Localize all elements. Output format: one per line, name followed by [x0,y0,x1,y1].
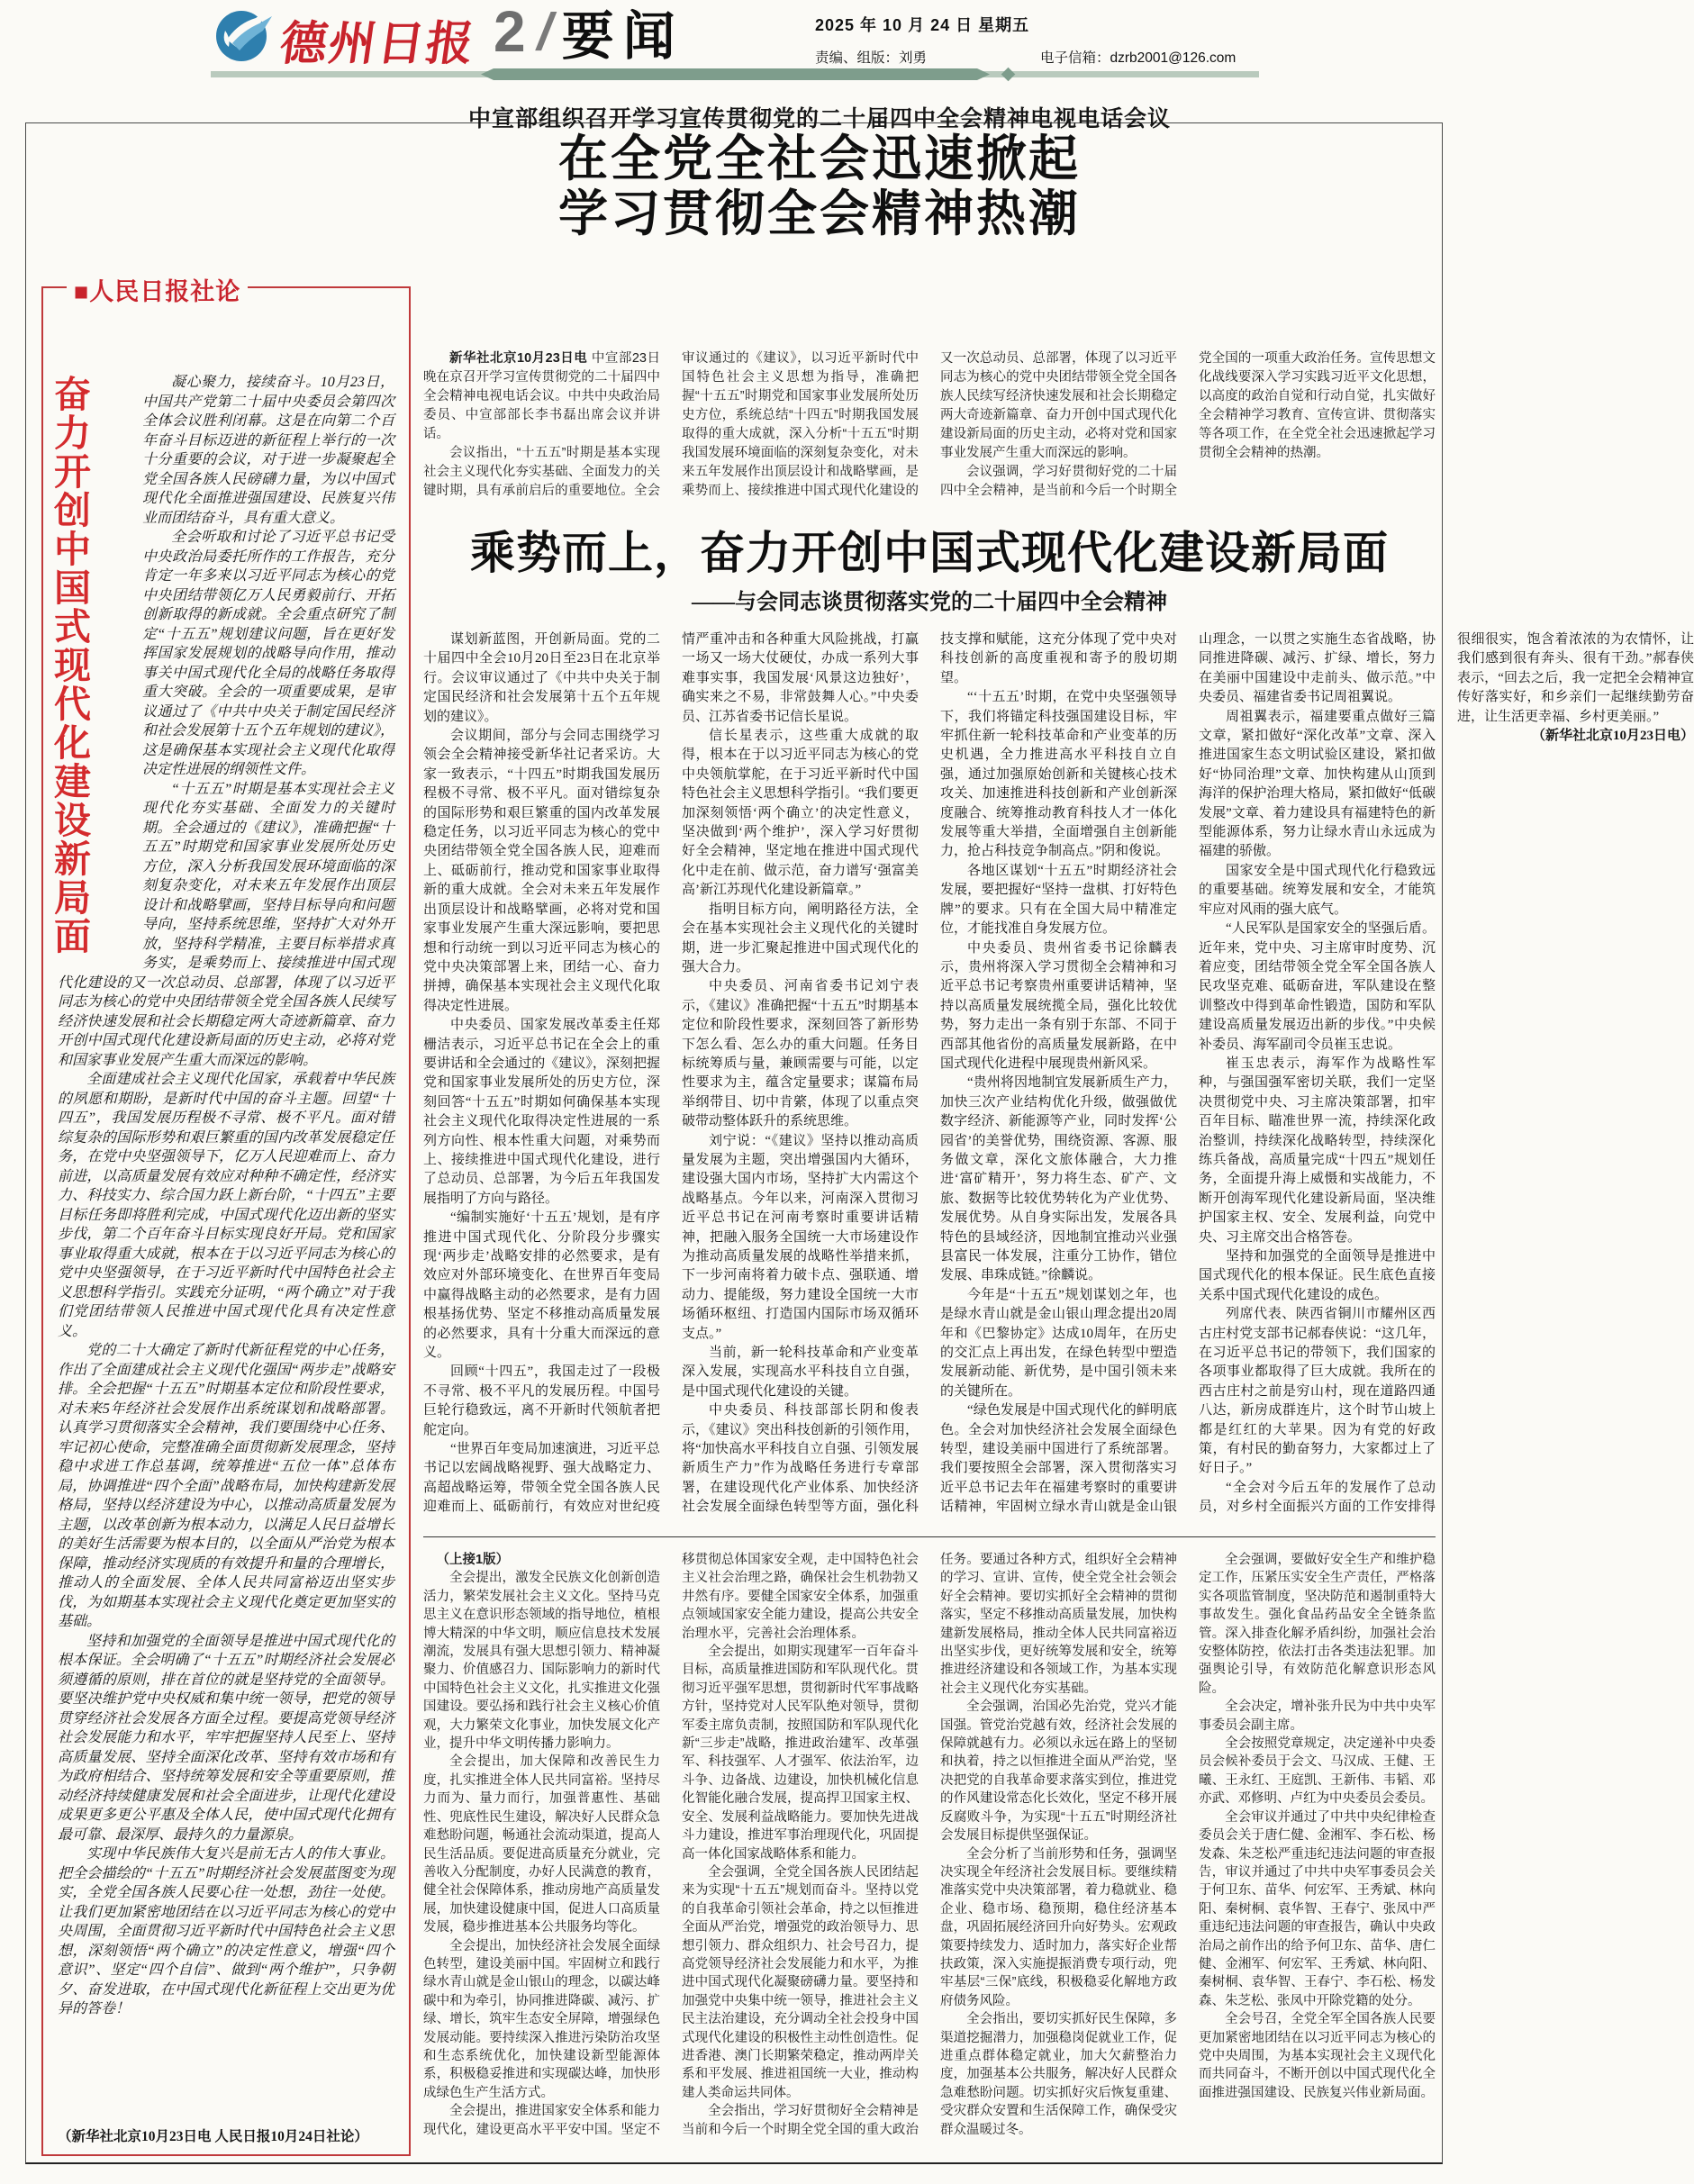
decorative-band [211,68,1259,80]
paragraph: 刘宁说：“《建议》坚持以推动高质量发展为主题，突出增强国内大循环，建设强大国内市场，坚持扩大内需这个战略基点。今年以来，河南深入贯彻习近平总书记在河南考察时重要讲话精神，把融入服务全国统一大市场建设作为推动高质量发展的战略性举措来抓，下一步河南将着力破卡点、强联通、增动力、提能级，努力建设全国统一大市场循环枢纽、打造国内国际市场双循环支点。” [682,1133,919,1341]
editorial-vertical-title: 奋力开创中国式现代化建设新局面 [49,375,90,956]
paragraph: 会议期间，部分与会同志围绕学习领会全会精神接受新华社记者采访。大家一致表示，“十四五”时期我国发展历程极不寻常、极不平凡。面对错综复杂的国际形势和艰巨繁重的国内改革发展稳定任务，以习近平同志为核心的党中央团结带领全党全国各族人民，迎难而上、砥砺前行，推动党和国家事业取得新的重大成就。全会对未来五年发展作出顶层设计和战略擘画，必将对党和国家事业发展产生重大深远影响，要把思想和行动统一到以习近平同志为核心的党中央决策部署上来，团结一心、奋力拼搏，确保基本实现社会主义现代化取得决定性进展。 [423,729,660,1013]
paragraph: 全会提出，加快经济社会发展全面绿色转型，建设美丽中国。牢固树立和践行绿水青山就是金山银山的理念，以碳达峰碳中和为牵引，协同推进降碳、减污、扩绿、增长，筑牢生态安全屏障，增强绿色发展动能。要持续深入推进污染防治攻坚和生态系统优化，加快建设新型能源体系，积极稳妥推进和实现碳达峰，加快形成绿色生产生活方式。 [423,1938,660,2100]
paragraph: 全会指出，要切实抓好民生保障，多渠道挖掘潜力，加强稳岗促就业工作，促进重点群体稳定就业，加大欠薪整治力度，加强基本公共服务，解决好人民群众急难愁盼问题。切实抓好灾后恢复重建、受灾群众安置和生活保障工作，确保受灾群众温暖过冬。 [940,2012,1177,2137]
band-dark-ribbon [481,68,990,80]
paragraph: “绿色发展是中国式现代化的鲜明底色。全会对加快经济社会发展全面绿色转型，建设美丽中国进行了系统部署。我们要按照全会部署，深入贯彻落实习近平总书记去年在福建考察时的重要讲话精神，牢固树立绿水青山就是金山银山理念，一以贯之实施生态省战略，协同推进降碳、减污、扩绿、增长，努力在美丽中国建设中走前头、做示范。”中央委员、福建省委书记周祖翼说。 [940,632,1436,1515]
masthead-info [815,13,1283,67]
editor-line: 责编、组版：刘勇 [815,50,928,66]
paragraph: 全会审议并通过了中共中央纪律检查委员会关于唐仁健、金湘军、李石松、杨发森、朱芝松严重违纪违法问题的审查报告，审议并通过了中共中央军事委员会关于何卫东、苗华、何宏军、王秀斌、林向阳、秦树桐、袁华智、王春宁、张凤中严重违纪违法问题的审查报告，确认中央政治局之前作出的给予何卫东、苗华、唐仁健、金湘军、何宏军、王秀斌、林向阳、秦树桐、袁华智、王春宁、李石松、杨发森、朱芝松、张凤中开除党籍的处分。 [1199,1809,1436,2008]
paragraph: 崔玉忠表示，海军作为战略性军种，与强国强军密切关联，我们一定坚决贯彻党中央、习主席决策部署，扣牢百年目标、瞄准世界一流，持续深化政治整训，持续深化战略转型，持续深化练兵备战，高质量完成“十四五”规划任务，全面提升海上威慑和实战能力，不断开创海军现代化建设新局面，坚决维护国家主权、安全、发展利益，向党中央、习主席交出合格答卷。 [1199,1056,1436,1245]
article1-headline-line2: 学习贯彻全会精神热潮 [557,185,1081,241]
paragraph: 中央委员、贵州省委书记徐麟表示，贵州将深入学习贯彻全会精神和习近平总书记考察贵州重要讲话精神，坚持以高质量发展统揽全局，强化比较优势，努力走出一条有别于东部、不同于西部其他省份的高质量发展新路，在中国式现代化进程中展现贵州新风采。 [940,940,1177,1071]
paragraph: “贵州将因地制宜发展新质生产力，加快三次产业结构优化升级，做强做优数字经济、新能源等产业，同时发挥‘公园省’的美誉优势，围绕资源、客源、服务做文章，深化文旅体融合，大力推进‘富矿精开’，努力将生态、矿产、文旅、数据等比较优势转化为产业优势、发展优势。从自身实际出发，发展各具特色的县域经济，因地制宜推动兴业强县富民一体发展，注重分工协作，错位发展、串珠成链。”徐麟说。 [940,1075,1177,1283]
paragraph: 会议指出，“十五五”时期是基本实现社会主义现代化夯实基础、全面发力的关键时期，具有承前启后的重要地位。全会审议通过的《建议》，以习近平新时代中国特色社会主义思想为指导，准确把握“十五五”时期党和国家事业发展所处历史方位，系统总结“十四五”时期我国发展取得的重大成就，深入分析“十五五”时期我国发展环境面临的深刻复杂变化，对未来五年发展作出顶层设计和战略擘画，是乘势而上、接续推进中国式现代化建设的又一次总动员、总部署，体现了以习近平同志为核心的党中央团结带领全党全国各族人民续写经济快速发展和社会长期稳定两大奇迹新篇章、奋力开创中国式现代化建设新局面的历史主动，必将对党和国家事业发展产生重大而深远的影响。 [423,351,1177,498]
paragraph: 会议强调，学习好贯彻好党的二十届四中全会精神，是当前和今后一个时期全党全国的一项重大政治任务。宣传思想文化战线要深入学习实践习近平文化思想，以高度的政治自觉和行动自觉，扎实做好全会精神学习教育、宣传宣讲、贯彻落实等各项工作，在全党全社会迅速掀起学习贯彻全会精神的热潮。 [940,351,1436,498]
continuation-lead: （上接1版） [436,1553,510,1567]
paragraph: 全会决定，增补张升民为中共中央军事委员会副主席。 [1199,1699,1436,1733]
paragraph: 全会提出，推进国家安全体系和能力现代化，建设更高水平平安中国。坚定不移贯彻总体国家安全观，走中国特色社会主义社会治理之路，确保社会生机勃勃又井然有序。要健全国家安全体系，加强重点领域国家安全能力建设，提高公共安全治理水平，完善社会治理体系。 [423,1553,919,2137]
paragraph: 全面建成社会主义现代化国家，承载着中华民族的夙愿和期盼，是新时代中国的奋斗主题。回望“十四五”，我国发展历程极不寻常、极不平凡。面对错综复杂的国际形势和艰巨繁重的国内改革发展稳定任务，在党中央坚强领导下，亿万人民迎难而上、奋力前进，以高质量发展有效应对种种不确定性，经济实力、科技实力、综合国力跃上新台阶，“十四五”主要目标任务即将胜利完成，中国式现代化迈出新的坚实步伐，第二个百年奋斗目标实现良好开局。党和国家事业取得重大成就，根本在于以习近平同志为核心的党中央坚强领导，在于习近平新时代中国特色社会主义思想科学指引。实践充分证明，“两个确立”对于我们党团结带领人民推进中国式现代化具有决定性意义。 [58,1072,394,1339]
paragraph: “编制实施好‘十五五’规划，是有序推进中国式现代化、分阶段分步骤实现‘两步走’战略安排的必然要求，是有效应对外部环境变化、在世界百年变局中赢得战略主动的必然要求，是有力固根基扬优势、坚定不移推动高质量发展的必然要求，具有十分重大而深远的意义。 [423,1210,660,1361]
paragraph: 凝心聚力，接续奋斗。10月23日，中国共产党第二十届中央委员会第四次全体会议胜利闭幕。这是在向第二个百年奋斗目标迈进的新征程上举行的一次十分重要的会议，对于进一步凝聚起全党全国各族人民磅礴力量，为以中国式现代化全面推进强国建设、民族复兴伟业而团结奋斗，具有重大意义。 [142,375,394,526]
paragraph: “世界百年变局加速演进，习近平总书记以宏阔战略视野、强大战略定力、高超战略运筹，带领全党全国各族人民迎难而上、砥砺前行，有效应对世纪疫情严重冲击和各种重大风险挑战，打赢一场又一场大仗硬仗，办成一系列大事难事实事，我国发展‘风景这边独好’，确实来之不易，非常鼓舞人心。”中央委员、江苏省委书记信长星说。 [423,632,919,1515]
date-line: 2025 年 10 月 24 日 星期五 [815,16,1030,34]
band-diamond [1001,68,1016,82]
dateline: 新华社北京10月23日电 [449,351,588,366]
title-wrap-spacer [58,373,142,956]
paragraph: 信长星表示，这些重大成就的取得，根本在于以习近平同志为核心的党中央领航掌舵，在于习近平新时代中国特色社会主义思想科学指引。“我们要更加深刻领悟‘两个确立’的决定性意义，坚决做到‘两个维护’，深入学习好贯彻好全会精神，坚定地在推进中国式现代化中走在前、做示范，奋力谱写‘强富美高’新江苏现代化建设新篇章。” [682,729,919,898]
section-name: 要闻 [561,7,684,66]
slash-divider: / [531,2,559,61]
paragraph: “‘十五五’时期，在党中央坚强领导下，我们将锚定科技强国建设目标，牢牢抓住新一轮科技革命和产业变革的历史机遇，全力推进高水平科技自立自强，通过加强原始创新和关键核心技术攻关、加速推进科技创新和产业创新深度融合、统筹推动教育科技人才一体化发展等重大举措，全面增强自主创新能力，抢占科技竞争制高点。”阴和俊说。 [940,690,1177,859]
paragraph: 谋划新蓝图，开创新局面。党的二十届四中全会10月20日至23日在北京举行。会议审议通过了《中共中央关于制定国民经济和社会发展第十五个五年规划的建议》。 [423,632,660,724]
article1-paragraph: 新华社北京10月23日电 中宣部23日晚在京召开学习宣传贯彻党的二十届四中全会精神电视电话会议。中共中央政治局委员、中宣部部长李书磊出席会议并讲话。 [423,351,660,441]
paragraph: 各地区谋划“十五五”时期经济社会发展，要把握好“坚持一盘棋、打好特色牌”的要求。只有在全国大局中精准定位，才能找准自身发展方位。 [940,863,1177,937]
paragraph: 全会提出，激发全民族文化创新创造活力，繁荣发展社会主义文化。坚持马克思主义在意识形态领域的指导地位，植根博大精深的中华文明，顺应信息技术发展潮流，发展具有强大思想引领力、精神凝聚力、价值感召力、国际影响力的新时代中国特色社会主义文化，扎实推进文化强国建设。要弘扬和践行社会主义核心价值观，大力繁荣文化事业，加快发展文化产业，提升中华文明传播力影响力。 [423,1571,660,1752]
paragraph: 全会强调，治国必先治党，党兴才能国强。管党治党越有效，经济社会发展的保障就越有力。必须以永远在路上的坚韧和执着，持之以恒推进全面从严治党，坚决把党的自我革命要求落实到位，推进党的作风建设常态化长效化，坚定不移开展反腐败斗争，为实现“十五五”时期经济社会发展目标提供坚强保证。 [940,1699,1177,1844]
paragraph: 实现中华民族伟大复兴是前无古人的伟大事业。把全会描绘的“十五五”时期经济社会发展蓝图变为现实，全党全国各族人民要心往一处想，劲往一处使。让我们更加紧密地团结在以习近平同志为核心的党中央周围，全面贯彻习近平新时代中国特色社会主义思想，深刻领悟“两个确立”的决定性意义，增强“四个意识”、坚定“四个自信”、做到“两个维护”，只争朝夕、奋发进取，在中国式现代化新征程上交出更为优异的答卷！ [58,1846,394,2016]
paragraph: “人民军队是国家安全的坚强后盾。近年来，党中央、习主席审时度势、沉着应变，团结带领全党全军全国各族人民攻坚克难、砥砺奋进，军队建设在整训整改中得到革命性锻造，国防和军队建设高质量发展迈出新的步伐。”中央候补委员、海军副司令员崔玉忠说。 [1199,921,1436,1052]
paragraph: 中央委员、国家发展改革委主任郑栅洁表示，习近平总书记在全会上的重要讲话和全会通过的《建议》，深刻把握党和国家事业发展所处的历史方位，深刻回答“十五五”时期如何确保基本实现社会主义现代化取得决定性进展的一系列方向性、根本性重大问题，对乘势而上、接续推进中国式现代化建设，进行了总动员、总部署，为今后五年我国发展指明了方向与路径。 [423,1018,660,1206]
article1-headline [423,131,1216,240]
paragraph: 中央委员、河南省委书记刘宁表示，《建议》准确把握“十五五”时期基本定位和阶段性要求，深刻回答了新形势下怎么看、怎么办的重大问题。任务目标统筹质与量，兼顾需要与可能，以定性要求为主，蕴含定量要求；谋篇布局举纲带目、切中肯綮，体现了以重点突破带动整体跃升的系统思维。 [682,979,919,1129]
paragraph: 当前，新一轮科技革命和产业变革深入发展，实现高水平科技自立自强，是中国式现代化建设的关键。 [682,1346,919,1399]
page-number: 2 [494,0,526,64]
newspaper-logo-icon [214,7,276,63]
paragraph: 全会强调，要做好安全生产和维护稳定工作，压紧压实安全生产责任，严格落实各项监管制度，坚决防范和遏制重特大事故发生。强化食品药品安全全链条监管。深入排查化解矛盾纠纷，加强社会治安整体防控，依法打击各类违法犯罪。加强舆论引导，有效防范化解意识形态风险。 [1199,1553,1436,1696]
paragraph: 指明目标方向，阐明路径方法，全会在基本实现社会主义现代化的关键时期，进一步汇聚起推进中国式现代化的强大合力。 [682,902,919,974]
email-line: 电子信箱：dzrb2001@126.com [1040,50,1237,66]
article2-headline: 乘势而上，奋力开创中国式现代化建设新局面 [470,528,1389,578]
editorial-label: ■人民日报社论 [67,272,248,307]
paragraph: “全会对今后五年的发展作了总动员，对乡村全面振兴方面的工作安排得很细很实，饱含着浓浓的为农情怀，让我们感到很有奔头、很有干劲。”郝春侠表示，“回去之后，我一定把全会精神宣传好落实好，和乡亲们一起继续勤劳奋进，让生活更幸福、乡村更美丽。” [1199,632,1694,1515]
editorial-body [58,373,394,2084]
paragraph: 全会号召，全党全军全国各族人民要更加紧密地团结在以习近平同志为核心的党中央周围，为基本实现社会主义现代化而共同奋斗，不断开创以中国式现代化全面推进强国建设、民族复兴伟业新局面。 [1199,2012,1436,2100]
article2-subtitle: ——与会同志谈贯彻落实党的二十届四中全会精神 [692,591,1167,614]
editorial-box [41,278,411,2156]
paragraph: 周祖翼表示，福建要重点做好三篇文章，紧扣做好“深化改革”文章、深入推进国家生态文明试验区建设，紧扣做好“协同治理”文章、加快构建从山顶到海洋的保护治理大格局，紧扣做好“低碳发展”文章、着力建设具有福建特色的新型能源体系，努力让绿水青山永远成为福建的骄傲。 [1199,709,1436,859]
paragraph: 全会按照党章规定，决定递补中央委员会候补委员于会文、马汉成、王健、王曦、王永红、王庭凯、王新伟、韦韬、邓亦武、邓修明、卢红为中央委员会委员。 [1199,1736,1436,1807]
paragraph: 坚持和加强党的全面领导是推进中国式现代化的根本保证。民生底色直接关系中国式现代化建设的成色。 [1199,1249,1436,1302]
paragraph: 今年是“十五五”规划谋划之年，也是绿水青山就是金山银山理念提出20周年和《巴黎协定》达成10周年，在历史的交汇点上再出发，在绿色转型中塑造发展新动能、新优势，是中国引领未来的关键所在。 [940,1287,1177,1399]
paragraph: 全会提出，如期实现建军一百年奋斗目标，高质量推进国防和军队现代化。贯彻习近平强军思想，贯彻新时代军事战略方针，坚持党对人民军队绝对领导，贯彻军委主席负责制，按照国防和军队现代化新“三步走”战略，推进政治建军、改革强军、科技强军、人才强军、依法治军，边斗争、边备战、边建设，加快机械化信息化智能化融合发展，提高捍卫国家主权、安全、发展利益战略能力。要加快先进战斗力建设，推进军事治理现代化，巩固提高一体化国家战略体系和能力。 [682,1645,919,1862]
paragraph: 全会听取和讨论了习近平总书记受中央政治局委托所作的工作报告，充分肯定一年多来以习近平同志为核心的党中央团结带领亿万人民勇毅前行、开拓创新取得的新成就。全会重点研究了制定“十五五”规划建议问题，旨在更好发挥国家发展规划的战略导向作用，推动事关中国式现代化全局的战略任务取得重大突破。全会的一项重要成果，是审议通过了《中共中央关于制定国民经济和社会发展第十五个五年规划的建议》，这是确保基本实现社会主义现代化取得决定性进展的纲领性文件。 [142,530,395,777]
masthead [0,0,1466,86]
article1-headline-line1: 在全党全社会迅速掀起 [557,131,1081,186]
article1-kicker: 中宣部组织召开学习宣传贯彻党的二十届四中全会精神电视电话会议 [467,106,1171,131]
page-section [494,0,684,66]
paragraph: 列席代表、陕西省铜川市耀州区西古庄村党支部书记郝春侠说：“这几年，在习近平总书记的带领下，我们国家的各项事业都取得了巨大成就。我所在的西古庄村之前是穷山村，现在道路四通八达，新房成群连片，这个时节山坡上都是红红的大苹果。因为有党的好政策，有村民的勤奋努力，大家都过上了好日子。” [1199,1307,1436,1476]
paragraph: 党的二十大确定了新时代新征程党的中心任务，作出了全面建成社会主义现代化强国“两步走”战略安排。全会把握“十五五”时期基本定位和阶段性要求，对未来5年经济社会发展作出系统谋划和战略部署。认真学习贯彻落实全会精神，我们要围绕中心任务、牢记初心使命，完整准确全面贯彻新发展理念，坚持稳中求进工作总基调，统筹推进“五位一体”总体布局，协调推进“四个全面”战略布局，加快构建新发展格局，坚持以经济建设为中心，以推动高质量发展为主题，以改革创新为根本动力，以满足人民日益增长的美好生活需要为根本目的，以全面从严治党为根本保障，推动经济实现质的有效提升和量的合理增长，推动人的全面发展、全体人民共同富裕迈出坚实步伐，为如期基本实现社会主义现代化奠定更加坚实的基础。 [58,1343,394,1629]
paragraph: 中央委员、科技部部长阴和俊表示，《建议》突出科技创新的引领作用，将“加快高水平科技自立自强、引领发展新质生产力”作为战略任务进行专章部署，在建设现代化产业体系、加快经济社会发展全面绿色转型等方面，强化科技支撑和赋能，这充分体现了党中央对科技创新的高度重视和寄予的殷切期望。 [682,632,1177,1515]
paragraph: “十五五”时期是基本实现社会主义现代化夯实基础、全面发力的关键时期。全会通过的《建议》，准确把握“十五五”时期党和国家事业发展所处历史方位，深入分析我国发展环境面临的深刻复杂变化，对未来五年发展作出顶层设计和战略擘画，坚持目标导向和问题导向，坚持系统思维，坚持扩大对外开放，坚持科学精准，主要目标举措求真务实，是乘势而上、接续推进中国式现代化建设的又一次总动员、总部署，体现了以习近平同志为核心的党中央团结带领全党全国各族人民续写经济快速发展和社会长期稳定两大奇迹新篇章、奋力开创中国式现代化建设新局面的历史主动，必将对党和国家事业发展产生重大而深远的影响。 [58,781,394,1068]
paragraph: 全会指出，学习好贯彻好全会精神是当前和今后一个时期全党全国的重大政治任务。要通过各种方式，组织好全会精神的学习、宣讲、宣传，使全党全社会领会好全会精神。要切实抓好全会精神的贯彻落实，坚定不移推动高质量发展，加快构建新发展格局，推动全体人民共同富裕迈出坚实步伐，更好统筹发展和安全，统筹推进经济建设和各领域工作，为基本实现社会主义现代化夯实基础。 [682,1553,1177,2137]
article2-body [423,630,1694,1524]
paragraph: 国家安全是中国式现代化行稳致远的重要基础。统筹发展和安全，才能筑牢应对风雨的强大底气。 [1199,863,1436,917]
section-divider-rule [423,1536,1436,1537]
article1-body [423,349,1436,508]
paragraph: 全会强调，全党全国各族人民团结起来为实现“十五五”规划而奋斗。坚持以党的自我革命引领社会革命，持之以恒推进全面从严治党，增强党的政治领导力、思想引领力、群众组织力、社会号召力，提高党领导经济社会发展能力和水平，为推进中国式现代化凝聚磅礴力量。要坚持和加强党中央集中统一领导，推进社会主义民主法治建设，充分调动全社会投身中国式现代化建设的积极性主动性创造性。促进香港、澳门长期繁荣稳定，推动两岸关系和平发展、推进祖国统一大业，推动构建人类命运共同体。 [682,1864,919,2100]
paragraph: 坚持和加强党的全面领导是推进中国式现代化的根本保证。全会明确了“十五五”时期经济社会发展必须遵循的原则，排在首位的就是坚持党的全面领导。要坚决维护党中央权威和集中统一领导，把党的领导贯穿经济社会发展各方面全过程。要提高党领导经济社会发展能力和水平，牢牢把握坚持人民至上、坚持高质量发展、坚持全面深化改革、坚持有效市场和有为政府相结合、坚持统筹发展和安全等重要原则，推动经济持续健康发展和社会全面进步，让现代化建设成果更多更公平惠及全体人民，使中国式现代化拥有最可靠、最深厚、最持久的力量源泉。 [58,1633,394,1843]
continuation-body [423,1551,1436,2158]
paragraph: 回顾“十四五”，我国走过了一段极不寻常、极不平凡的发展历程。中国号巨轮行稳致远，离不开新时代领航者把舵定向。 [423,1364,660,1437]
article2-credit: （新华社北京10月23日电） [1531,729,1694,744]
paragraph: 全会提出，加大保障和改善民生力度，扎实推进全体人民共同富裕。坚持尽力而为、量力而行，加强普惠性、基础性、兜底性民生建设，解决好人民群众急难愁盼问题，畅通社会流动渠道，提高人民生活品质。要促进高质量充分就业，完善收入分配制度，办好人民满意的教育，健全社会保障体系，推动房地产高质量发展，加快建设健康中国，促进人口高质量发展，稳步推进基本公共服务均等化。 [423,1754,660,1935]
paper-title: 德州日报 [276,19,479,70]
editorial-credit: （新华社北京10月23日电 人民日报10月24日社论） [58,2129,368,2144]
paragraph: 全会分析了当前形势和任务，强调坚决实现全年经济社会发展目标。要继续精准落实党中央决策部署，着力稳就业、稳企业、稳市场、稳预期，稳住经济基本盘，巩固拓展经济回升向好势头。宏观政策要持续发力、适时加力，落实好企业帮扶政策，深入实施提振消费专项行动，兜牢基层“三保”底线，积极稳妥化解地方政府债务风险。 [940,1846,1177,2008]
